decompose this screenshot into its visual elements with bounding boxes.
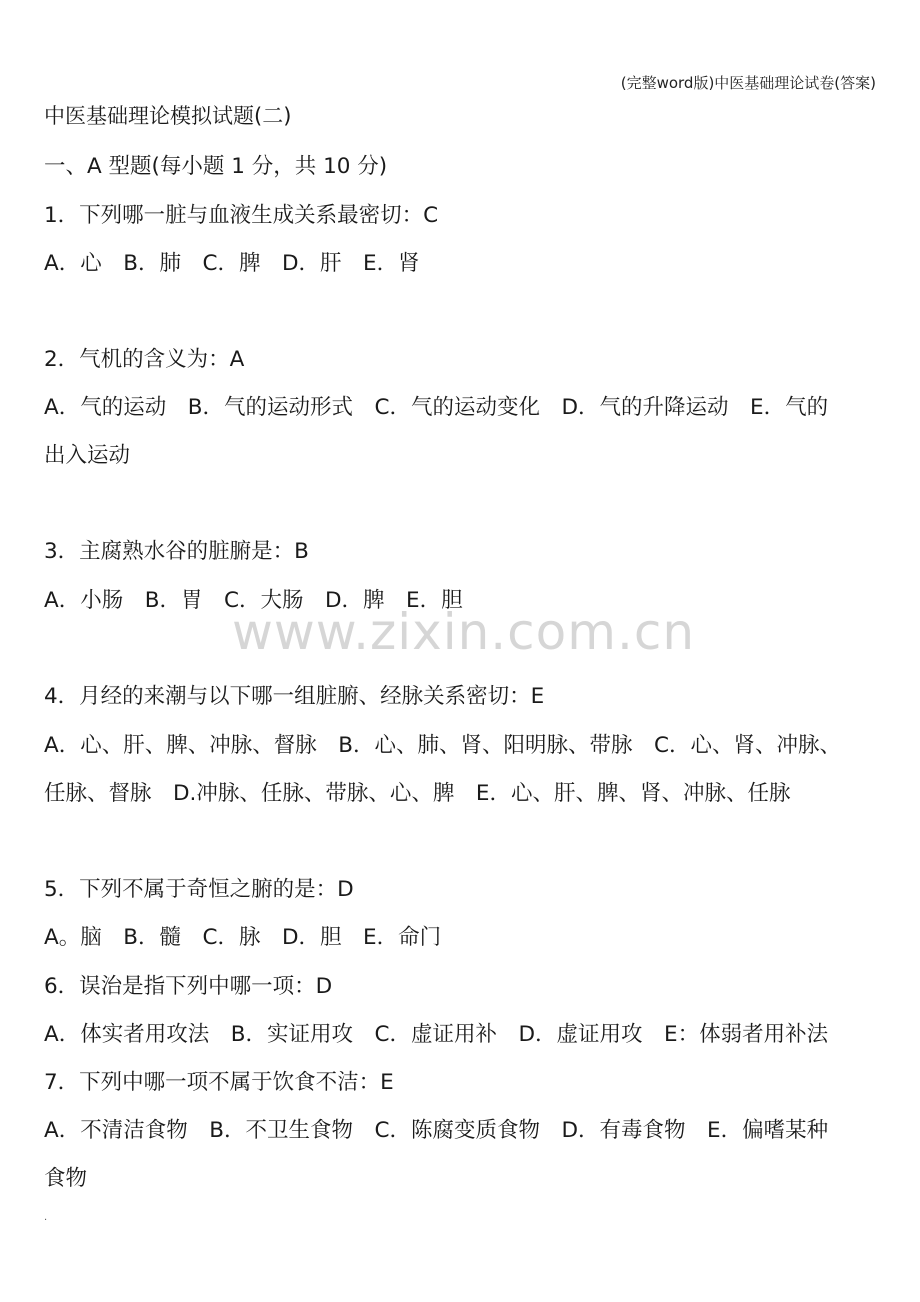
question-7-options-line2: 食物 xyxy=(44,1166,88,1191)
question-4-options-line2: 任脉、督脉 D.冲脉、任脉、带脉、心、脾 E．心、肝、脾、肾、冲脉、任脉 xyxy=(44,781,791,806)
question-5-options: A。脑 B．髓 C．脉 D．胆 E．命门 xyxy=(44,925,442,950)
question-5: 5．下列不属于奇恒之腑的是：D xyxy=(44,877,354,902)
question-6: 6．误治是指下列中哪一项：D xyxy=(44,974,333,999)
question-1: 1．下列哪一脏与血液生成关系最密切：C xyxy=(44,203,439,228)
watermark: www.zixin.com.cn xyxy=(232,603,696,661)
section-heading: 一、A 型题(每小题 1 分，共 10 分) xyxy=(44,154,388,179)
question-4: 4．月经的来潮与以下哪一组脏腑、经脉关系密切：E xyxy=(44,684,545,709)
question-7-options-line1: A．不清洁食物 B．不卫生食物 C．陈腐变质食物 D．有毒食物 E．偏嗜某种 xyxy=(44,1118,829,1143)
question-4-options-line1: A．心、肝、脾、冲脉、督脉 B．心、肺、肾、阳明脉、带脉 C．心、肾、冲脉、 xyxy=(44,733,841,758)
question-3: 3．主腐熟水谷的脏腑是：B xyxy=(44,539,309,564)
header-note: (完整word版)中医基础理论试卷(答案) xyxy=(620,74,876,92)
question-1-options: A．心 B．肺 C．脾 D．肝 E．肾 xyxy=(44,251,420,276)
footer-mark: . xyxy=(44,1212,48,1223)
question-3-options: A．小肠 B．胃 C．大肠 D．脾 E．胆 xyxy=(44,588,463,613)
doc-title: 中医基础理论模拟试题(二) xyxy=(44,104,292,128)
question-2-options-line2: 出入运动 xyxy=(44,443,131,468)
question-2-options-line1: A．气的运动 B．气的运动形式 C．气的运动变化 D．气的升降运动 E．气的 xyxy=(44,395,829,420)
question-2: 2．气机的含义为：A xyxy=(44,347,245,372)
question-7: 7．下列中哪一项不属于饮食不洁：E xyxy=(44,1070,394,1095)
question-6-options: A．体实者用攻法 B．实证用攻 C．虚证用补 D．虚证用攻 E：体弱者用补法 xyxy=(44,1022,829,1047)
